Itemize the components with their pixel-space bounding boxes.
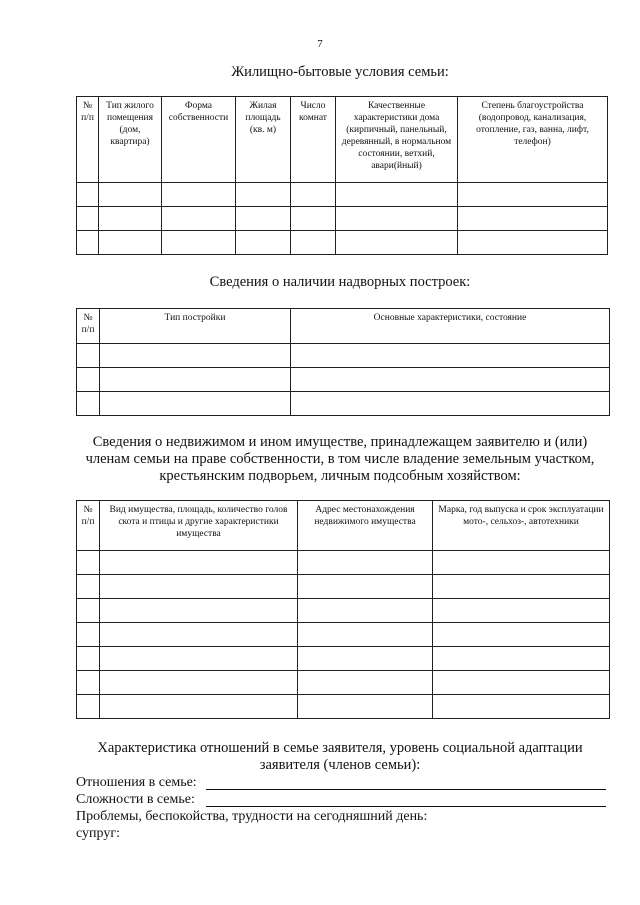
empty-cell[interactable] bbox=[100, 671, 298, 695]
empty-cell[interactable] bbox=[162, 183, 236, 207]
housing-conditions-table bbox=[76, 96, 608, 255]
header-cell: Марка, год выпуска и срок эксплуатации мото-, сельхоз-, автотехники bbox=[433, 501, 610, 551]
table-row bbox=[77, 344, 610, 368]
empty-cell[interactable] bbox=[100, 599, 298, 623]
empty-cell[interactable] bbox=[99, 183, 162, 207]
empty-cell[interactable] bbox=[298, 695, 433, 719]
empty-cell[interactable] bbox=[433, 599, 610, 623]
empty-cell[interactable] bbox=[77, 231, 99, 255]
empty-cell[interactable] bbox=[236, 183, 291, 207]
family-relations-title-line-1: Характеристика отношений в семье заявителя, уровень социальной адаптации bbox=[97, 740, 583, 756]
table-row bbox=[77, 695, 610, 719]
empty-cell[interactable] bbox=[100, 392, 291, 416]
empty-cell[interactable] bbox=[433, 695, 610, 719]
empty-cell[interactable] bbox=[458, 231, 608, 255]
header-cell: Жилая площадь (кв. м) bbox=[236, 97, 291, 183]
header-cell: Степень благоустройства (водопровод, канализация, отопление, газ, ванна, лифт, телефон) bbox=[458, 97, 608, 183]
table-header-row bbox=[77, 309, 610, 344]
table-row bbox=[77, 207, 608, 231]
empty-cell[interactable] bbox=[77, 599, 100, 623]
empty-cell[interactable] bbox=[236, 207, 291, 231]
empty-cell[interactable] bbox=[77, 344, 100, 368]
empty-cell[interactable] bbox=[100, 647, 298, 671]
relations-fill-line-2[interactable] bbox=[456, 789, 606, 790]
header-cell: Тип жилого помещения (дом, квартира) bbox=[99, 97, 162, 183]
empty-cell[interactable] bbox=[77, 551, 100, 575]
outbuildings-title: Сведения о наличии надворных построек: bbox=[209, 274, 471, 290]
table-row bbox=[77, 231, 608, 255]
header-cell: Число комнат bbox=[291, 97, 336, 183]
table-header-row bbox=[77, 501, 610, 551]
header-cell: № п/п bbox=[77, 97, 99, 183]
table-row bbox=[77, 647, 610, 671]
empty-cell[interactable] bbox=[291, 368, 610, 392]
empty-cell[interactable] bbox=[77, 695, 100, 719]
empty-cell[interactable] bbox=[77, 647, 100, 671]
empty-cell[interactable] bbox=[291, 344, 610, 368]
empty-cell[interactable] bbox=[100, 623, 298, 647]
header-cell: Адрес местонахождения недвижимого имущества bbox=[298, 501, 433, 551]
empty-cell[interactable] bbox=[99, 207, 162, 231]
relations-label: Отношения в семье: bbox=[76, 775, 197, 790]
header-cell: Основные характеристики, состояние bbox=[291, 309, 610, 344]
empty-cell[interactable] bbox=[100, 368, 291, 392]
empty-cell[interactable] bbox=[298, 623, 433, 647]
empty-cell[interactable] bbox=[99, 231, 162, 255]
difficulties-fill-line[interactable] bbox=[206, 806, 456, 807]
table-header-row bbox=[77, 97, 608, 183]
property-title-line-2: членам семьи на праве собственности, в том числе владение земельным участком, bbox=[85, 451, 595, 467]
empty-cell[interactable] bbox=[77, 183, 99, 207]
empty-cell[interactable] bbox=[298, 599, 433, 623]
empty-cell[interactable] bbox=[77, 671, 100, 695]
housing-conditions-title: Жилищно-бытовые условия семьи: bbox=[231, 64, 449, 80]
page-number: 7 bbox=[317, 38, 323, 50]
difficulties-label: Сложности в семье: bbox=[76, 792, 195, 807]
header-cell: Качественные характеристики дома (кирпичный, панельный, деревянный, в нормальном состоянии, ветхий, авари(йный) bbox=[336, 97, 458, 183]
property-title-line-3: крестьянским подворьем, личным подсобным хозяйством: bbox=[159, 468, 521, 484]
table-row bbox=[77, 368, 610, 392]
empty-cell[interactable] bbox=[100, 575, 298, 599]
empty-cell[interactable] bbox=[298, 575, 433, 599]
table-row bbox=[77, 599, 610, 623]
empty-cell[interactable] bbox=[298, 671, 433, 695]
property-title-line-1: Сведения о недвижимом и ином имуществе, принадлежащем заявителю и (или) bbox=[92, 434, 588, 450]
empty-cell[interactable] bbox=[433, 623, 610, 647]
empty-cell[interactable] bbox=[77, 575, 100, 599]
empty-cell[interactable] bbox=[458, 207, 608, 231]
empty-cell[interactable] bbox=[100, 695, 298, 719]
table-row bbox=[77, 551, 610, 575]
empty-cell[interactable] bbox=[298, 647, 433, 671]
header-cell: Форма собственности bbox=[162, 97, 236, 183]
header-cell: № п/п bbox=[77, 309, 100, 344]
empty-cell[interactable] bbox=[291, 183, 336, 207]
empty-cell[interactable] bbox=[291, 207, 336, 231]
outbuildings-table bbox=[76, 308, 610, 416]
table-row bbox=[77, 575, 610, 599]
empty-cell[interactable] bbox=[433, 575, 610, 599]
spouse-label: супруг: bbox=[76, 826, 120, 841]
header-cell: Вид имущества, площадь, количество голов скота и птицы и другие характеристики имущества bbox=[100, 501, 298, 551]
property-table bbox=[76, 500, 610, 719]
empty-cell[interactable] bbox=[100, 551, 298, 575]
header-cell: № п/п bbox=[77, 501, 100, 551]
relations-fill-line[interactable] bbox=[206, 789, 456, 790]
empty-cell[interactable] bbox=[236, 231, 291, 255]
empty-cell[interactable] bbox=[336, 231, 458, 255]
table-row bbox=[77, 183, 608, 207]
empty-cell[interactable] bbox=[291, 231, 336, 255]
empty-cell[interactable] bbox=[77, 368, 100, 392]
table-row bbox=[77, 623, 610, 647]
empty-cell[interactable] bbox=[162, 207, 236, 231]
empty-cell[interactable] bbox=[298, 551, 433, 575]
problems-label: Проблемы, беспокойства, трудности на сегодняшний день: bbox=[76, 809, 428, 824]
empty-cell[interactable] bbox=[77, 207, 99, 231]
empty-cell[interactable] bbox=[162, 231, 236, 255]
empty-cell[interactable] bbox=[336, 207, 458, 231]
empty-cell[interactable] bbox=[291, 392, 610, 416]
empty-cell[interactable] bbox=[433, 647, 610, 671]
empty-cell[interactable] bbox=[77, 623, 100, 647]
family-relations-title-line-2: заявителя (членов семьи): bbox=[259, 757, 421, 773]
empty-cell[interactable] bbox=[433, 551, 610, 575]
header-cell: Тип постройки bbox=[100, 309, 291, 344]
empty-cell[interactable] bbox=[458, 183, 608, 207]
table-row bbox=[77, 671, 610, 695]
empty-cell[interactable] bbox=[100, 344, 291, 368]
difficulties-fill-line-2[interactable] bbox=[456, 806, 606, 807]
empty-cell[interactable] bbox=[336, 183, 458, 207]
empty-cell[interactable] bbox=[77, 392, 100, 416]
empty-cell[interactable] bbox=[433, 671, 610, 695]
table-row bbox=[77, 392, 610, 416]
